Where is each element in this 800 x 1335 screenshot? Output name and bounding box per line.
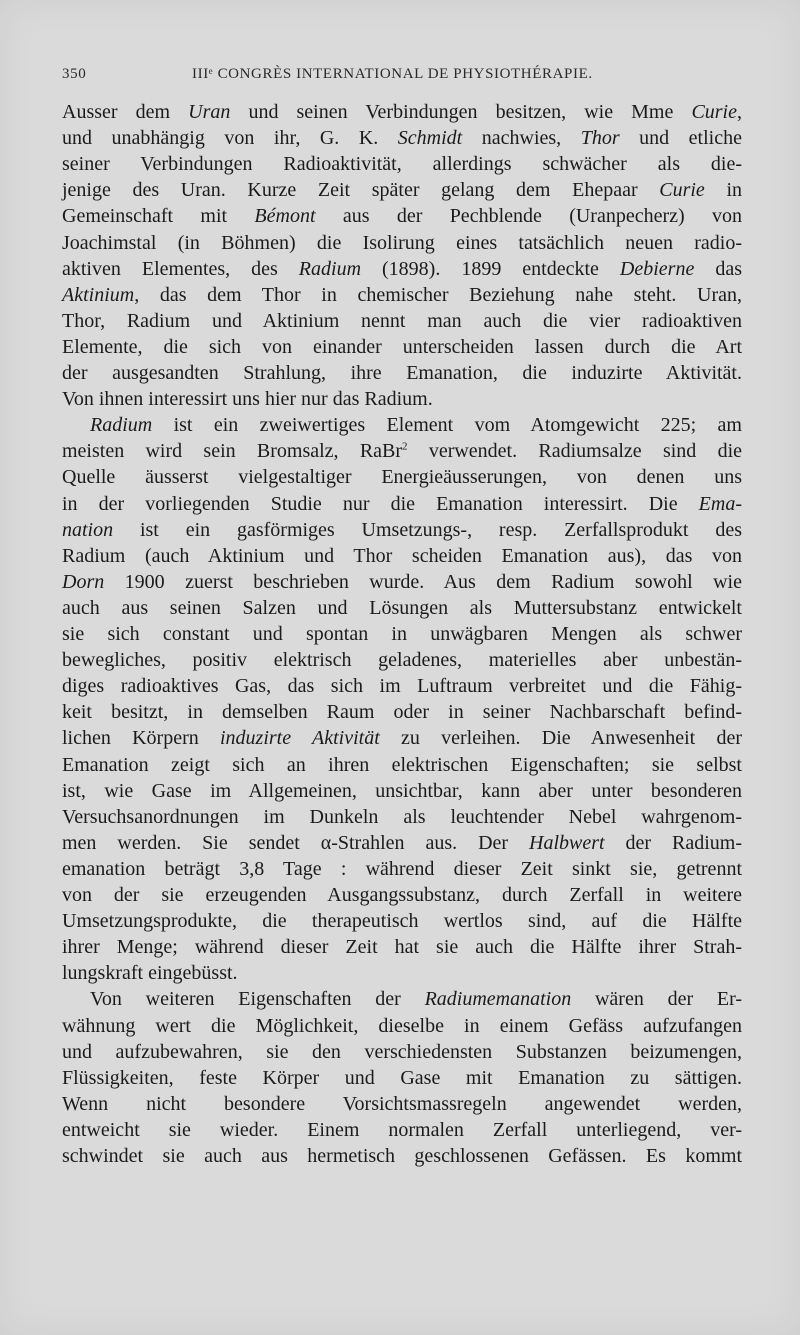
italic-text: induzirte Aktivität bbox=[220, 727, 380, 750]
italic-text: Debierne bbox=[619, 257, 695, 280]
italic-text: Ema- bbox=[698, 492, 742, 515]
text-run: Wenn nicht besondere Vorsichtsmassregeln angewendet werden, bbox=[62, 1092, 742, 1115]
text-run: (1898). 1899 entdeckte bbox=[361, 257, 620, 280]
text-run: Quelle äusserst vielgestaltiger Energieäusserungen, von denen uns bbox=[62, 466, 742, 489]
text-run: und aufzubewahren, sie den verschiedensten Substanzen beizumengen, bbox=[62, 1040, 742, 1063]
running-title: IIIᵉ CONGRÈS INTERNATIONAL DE PHYSIOTHÉRAPIE. bbox=[192, 66, 593, 82]
text-run: das bbox=[694, 257, 742, 280]
italic-text: Curie bbox=[691, 101, 737, 123]
text-run: Gemeinschaft mit bbox=[62, 205, 255, 228]
text-run: Von weiteren Eigenschaften der bbox=[90, 988, 425, 1011]
text-run: verwendet. Radiumsalze sind die bbox=[407, 440, 742, 463]
text-run: Versuchsanordnungen im Dunkeln als leuchtender Nebel wahrgenom- bbox=[62, 805, 742, 828]
text-run: Radium (auch Aktinium und Thor scheiden Emanation aus), das von bbox=[62, 544, 742, 567]
text-run: und etliche bbox=[619, 127, 742, 150]
italic-text: Aktinium bbox=[62, 283, 135, 306]
italic-text: nation bbox=[62, 518, 114, 541]
superscript: 2 bbox=[402, 440, 408, 453]
italic-text: Radiumemanation bbox=[424, 988, 572, 1011]
text-run: nachwies, bbox=[462, 127, 581, 150]
italic-text: Radium bbox=[90, 414, 153, 437]
italic-text: Thor bbox=[580, 127, 620, 150]
text-run: zu verleihen. Die Anwesenheit der bbox=[379, 727, 742, 750]
text-run: seiner Verbindungen Radioaktivität, allerdings schwächer als die- bbox=[62, 153, 742, 176]
text-run: ist ein zweiwertiges Element vom Atomgewicht 225; am bbox=[152, 414, 742, 437]
italic-text: Bémont bbox=[254, 205, 316, 228]
text-run: emanation beträgt 3,8 Tage : während dieser Zeit sinkt sie, getrennt bbox=[62, 857, 742, 880]
italic-text: Schmidt bbox=[397, 127, 463, 150]
text-run: 1900 zuerst beschrieben wurde. Aus dem Radium sowohl wie bbox=[104, 570, 742, 593]
text-run: jenige des Uran. Kurze Zeit später gelang dem Ehepaar bbox=[62, 179, 660, 202]
text-run: Elemente, die sich von einander unterscheiden lassen durch die Art bbox=[62, 335, 742, 358]
italic-text: Radium bbox=[298, 257, 362, 280]
text-run: der ausgesandten Strahlung, ihre Emanation, die induzirte Aktivität. bbox=[62, 362, 742, 384]
text-run: , das dem Thor in chemischer Beziehung nahe steht. Uran, bbox=[134, 283, 742, 306]
text-run: ihrer Menge; während dieser Zeit hat sie auch die Hälfte ihrer Strah- bbox=[62, 936, 742, 959]
italic-text: Curie bbox=[659, 179, 705, 202]
text-run: Emanation zeigt sich an ihren elektrischen Eigenschaften; sie selbst bbox=[62, 753, 742, 776]
italic-text: Uran bbox=[188, 101, 231, 123]
text-run: keit besitzt, in demselben Raum oder in seiner Nachbarschaft befind- bbox=[62, 701, 742, 724]
text-run: aktiven Elementes, des bbox=[62, 257, 299, 280]
text-run: aus der Pechblende (Uranpecherz) von bbox=[315, 205, 743, 228]
text-run: auch aus seinen Salzen und Lösungen als Muttersubstanz entwickelt bbox=[62, 596, 742, 619]
text-run: in der vorliegenden Studie nur die Emanation interessirt. Die bbox=[62, 492, 699, 515]
page-number: 350 bbox=[62, 66, 87, 82]
text-run: men werden. Sie sendet α-Strahlen aus. Der bbox=[62, 831, 530, 854]
text-run: ist, wie Gase im Allgemeinen, unsichtbar, kann aber unter besonderen bbox=[62, 779, 742, 802]
text-run: bewegliches, positiv elektrisch geladenes, materielles aber unbestän- bbox=[62, 649, 742, 672]
text-run: Ausser dem bbox=[62, 101, 189, 123]
text-run: von der sie erzeugenden Ausgangssubstanz, durch Zerfall in weitere bbox=[62, 884, 742, 906]
text-run: sie sich constant und spontan in unwägbaren Mengen als schwer bbox=[62, 623, 742, 645]
text-run: Joachimstal (in Böhmen) die Isolirung eines tatsächlich neuen radio- bbox=[62, 231, 742, 254]
text-run: meisten wird sein Bromsalz, RaBr bbox=[62, 440, 403, 463]
text-run: und unabhängig von ihr, G. K. bbox=[62, 127, 398, 150]
text-run: Flüssigkeiten, feste Körper und Gase mit Emanation zu sättigen. bbox=[62, 1066, 742, 1089]
text-run: Von ihnen interessirt uns hier nur das Radium. bbox=[62, 388, 433, 411]
text-run: lichen Körpern bbox=[62, 727, 220, 750]
text-run: der Radium- bbox=[604, 831, 743, 854]
text-run: Thor, Radium und Aktinium nennt man auch die vier radioaktiven bbox=[62, 309, 742, 332]
text-run: wären der Er- bbox=[571, 988, 743, 1011]
italic-text: Halbwert bbox=[529, 831, 605, 854]
page-header bbox=[62, 66, 742, 90]
text-run: ist ein gasförmiges Umsetzungs-, resp. Zerfallsprodukt des bbox=[113, 518, 742, 541]
text-run: , bbox=[737, 101, 742, 123]
text-run: Umsetzungsprodukte, die therapeutisch wertlos sind, auf die Hälfte bbox=[62, 910, 742, 933]
text-run: diges radioaktives Gas, das sich im Luftraum verbreitet und die Fähig- bbox=[62, 675, 742, 698]
text-run: wähnung wert die Möglichkeit, dieselbe in einem Gefäss aufzufangen bbox=[62, 1014, 742, 1037]
text-run: lungskraft eingebüsst. bbox=[62, 962, 238, 985]
text-run: und seinen Verbindungen besitzen, wie Mme bbox=[230, 101, 692, 123]
text-run: schwindet sie auch aus hermetisch geschlossenen Gefässen. Es kommt bbox=[62, 1145, 742, 1167]
italic-text: Dorn bbox=[62, 570, 105, 593]
text-line bbox=[62, 1140, 742, 1172]
text-run: in bbox=[704, 179, 742, 202]
text-run: entweicht sie wieder. Einem normalen Zerfall unterliegend, ver- bbox=[62, 1118, 742, 1141]
